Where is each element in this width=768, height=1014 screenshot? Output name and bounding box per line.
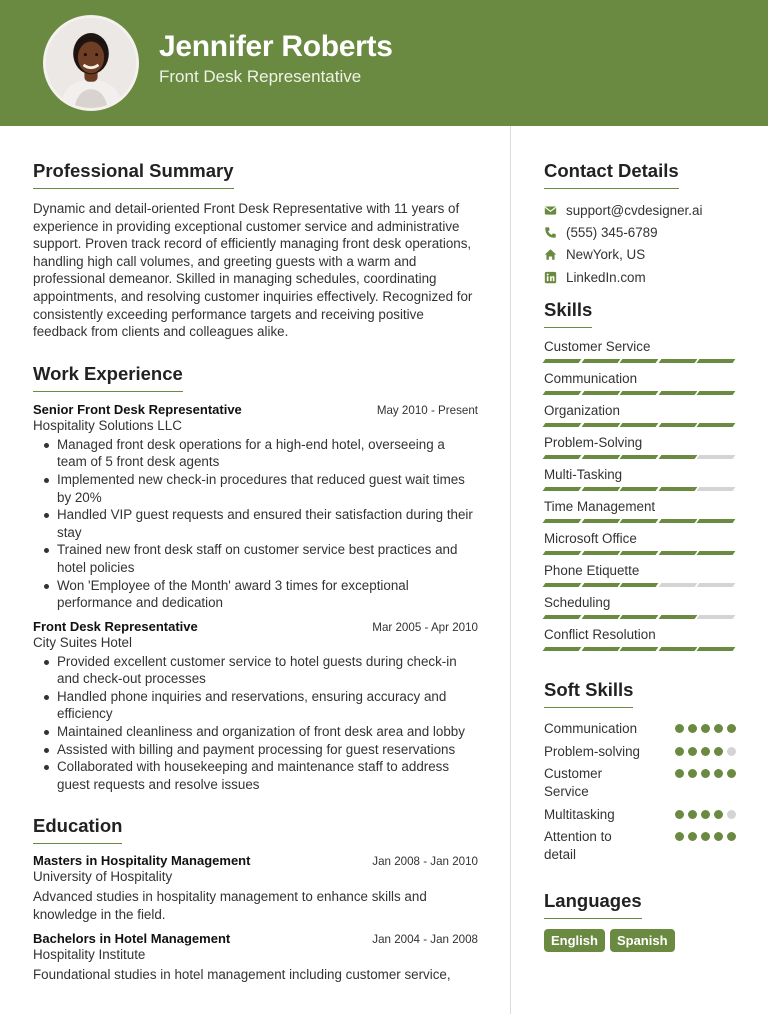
candidate-role: Front Desk Representative	[159, 67, 362, 86]
skill-level-segment	[697, 615, 735, 619]
rating-dot	[714, 747, 723, 756]
work-experience-heading: Work Experience	[33, 363, 183, 392]
soft-skill-rating	[675, 810, 736, 819]
contact-location	[544, 244, 736, 266]
skill-label: Conflict Resolution	[544, 627, 656, 643]
skill-level-segment	[543, 423, 581, 427]
skill-level-segment	[658, 359, 696, 363]
skill-level-segment	[543, 391, 581, 395]
rating-dot	[675, 769, 684, 778]
education-dates: Jan 2008 - Jan 2010	[372, 855, 478, 869]
skill-level-segment	[620, 647, 658, 651]
skill-level-segment	[658, 647, 696, 651]
skill-level-segment	[620, 519, 658, 523]
job-entry	[33, 619, 478, 794]
soft-skill-label: Problem-solving	[544, 743, 641, 759]
skill-level-bar	[544, 455, 734, 459]
skills-list	[544, 339, 736, 651]
rating-dot	[727, 810, 736, 819]
education-dates: Jan 2004 - Jan 2008	[372, 932, 478, 946]
rating-dot	[714, 724, 723, 733]
skill-level-segment	[581, 359, 619, 363]
language-badge: Spanish	[610, 929, 675, 952]
skill-level-segment	[620, 487, 658, 491]
soft-skill-label: Multitasking	[544, 806, 615, 822]
skill-label: Phone Etiquette	[544, 563, 640, 579]
job-bullet: Assisted with billing and payment processing for guest reservations	[42, 741, 478, 759]
rating-dot	[727, 724, 736, 733]
soft-skills-heading: Soft Skills	[544, 679, 633, 708]
job-bullets	[33, 653, 478, 794]
contact-location-text: NewYork, US	[566, 247, 646, 263]
skill-level-bar	[544, 359, 734, 363]
rating-dot	[701, 724, 710, 733]
contact-email[interactable]	[544, 199, 736, 221]
skill-item	[544, 531, 736, 555]
skill-level-segment	[697, 423, 735, 427]
skill-level-segment	[543, 615, 581, 619]
skill-level-segment	[543, 455, 581, 459]
summary-heading: Professional Summary	[33, 160, 234, 189]
skill-item	[544, 499, 736, 523]
skill-label: Time Management	[544, 499, 656, 515]
soft-skill-item	[544, 720, 736, 738]
summary-text: Dynamic and detail-oriented Front Desk Representative with 11 years of experience in providing exceptional customer service and administrative support. Proven track record of efficiently managing front desk operations, handling high call volumes, and greeting guests with a warm and professional demeanor. Skilled in managing schedules, coordinating appointments, and resolving customer inquiries effectively. Recognized for consistently exceeding performance targets and receiving positive feedback from clients and colleagues alike.	[33, 201, 473, 340]
skill-level-bar	[544, 583, 734, 587]
skill-level-segment	[697, 455, 735, 459]
rating-dot	[714, 810, 723, 819]
education-description: Foundational studies in hotel management including customer service,	[33, 966, 451, 982]
skill-level-segment	[581, 583, 619, 587]
skill-level-segment	[581, 455, 619, 459]
rating-dot	[675, 810, 684, 819]
linkedin-icon	[544, 271, 557, 284]
education-heading: Education	[33, 815, 122, 844]
language-badge: English	[544, 929, 605, 952]
rating-dot	[727, 747, 736, 756]
home-icon	[544, 248, 557, 261]
job-entry	[33, 402, 478, 612]
job-bullet: Collaborated with housekeeping and maintenance staff to address guest requests and resolve issues	[42, 758, 478, 793]
skill-item	[544, 627, 736, 651]
degree-title: Bachelors in Hotel Management	[33, 930, 231, 946]
job-company: Hospitality Solutions LLC	[33, 417, 182, 433]
job-bullet: Won 'Employee of the Month' award 3 times for exceptional performance and dedication	[42, 577, 478, 612]
skill-level-segment	[697, 391, 735, 395]
soft-skill-item	[544, 806, 736, 824]
skill-level-segment	[697, 519, 735, 523]
skill-level-segment	[543, 583, 581, 587]
skill-level-segment	[658, 487, 696, 491]
skill-level-segment	[658, 455, 696, 459]
rating-dot	[688, 747, 697, 756]
sidebar-column	[544, 126, 736, 952]
skill-label: Problem-Solving	[544, 435, 643, 451]
languages-list	[544, 929, 736, 952]
contact-phone[interactable]	[544, 221, 736, 243]
soft-skill-label: Communication	[544, 721, 638, 737]
skill-level-segment	[620, 423, 658, 427]
skill-level-segment	[543, 519, 581, 523]
job-bullet: Handled phone inquiries and reservations, ensuring accuracy and efficiency	[42, 688, 478, 723]
skills-heading: Skills	[544, 299, 592, 328]
skill-level-segment	[581, 551, 619, 555]
skill-item	[544, 339, 736, 363]
skill-level-segment	[620, 583, 658, 587]
skill-level-segment	[581, 519, 619, 523]
education-description: Advanced studies in hospitality management to enhance skills and knowledge in the field.	[33, 889, 427, 923]
soft-skill-item	[544, 828, 736, 863]
skill-item	[544, 403, 736, 427]
skill-level-bar	[544, 519, 734, 523]
contact-phone-text: (555) 345-6789	[566, 224, 658, 240]
skill-label: Organization	[544, 403, 620, 419]
main-column	[33, 126, 478, 983]
job-bullet: Provided excellent customer service to hotel guests during check-in and check-out processes	[42, 653, 478, 688]
skill-level-segment	[658, 583, 696, 587]
resume-header	[0, 0, 768, 126]
job-bullet: Trained new front desk staff on customer service best practices and hotel policies	[42, 541, 478, 576]
rating-dot	[701, 769, 710, 778]
skill-level-segment	[543, 487, 581, 491]
education-entry	[33, 853, 478, 923]
rating-dot	[688, 810, 697, 819]
rating-dot	[727, 769, 736, 778]
skill-level-segment	[697, 487, 735, 491]
skill-level-segment	[543, 359, 581, 363]
rating-dot	[675, 832, 684, 841]
job-dates: May 2010 - Present	[376, 403, 478, 417]
languages-heading: Languages	[544, 890, 642, 919]
school-name: Hospitality Institute	[33, 946, 146, 962]
skill-level-segment	[620, 359, 658, 363]
rating-dot	[701, 832, 710, 841]
phone-icon	[544, 226, 557, 239]
profile-photo	[43, 15, 139, 111]
contact-linkedin[interactable]	[544, 266, 736, 288]
skill-level-segment	[658, 519, 696, 523]
candidate-name: Jennifer Roberts	[159, 30, 393, 63]
skill-level-segment	[620, 391, 658, 395]
job-title: Senior Front Desk Representative	[33, 401, 242, 417]
skill-level-segment	[697, 359, 735, 363]
skill-level-segment	[581, 615, 619, 619]
skill-item	[544, 563, 736, 587]
skill-level-segment	[658, 423, 696, 427]
skill-level-segment	[581, 487, 619, 491]
rating-dot	[701, 810, 710, 819]
skill-level-bar	[544, 487, 734, 491]
rating-dot	[727, 832, 736, 841]
skill-level-bar	[544, 391, 734, 395]
soft-skill-item	[544, 743, 736, 761]
rating-dot	[675, 724, 684, 733]
rating-dot	[675, 747, 684, 756]
skill-label: Multi-Tasking	[544, 467, 623, 483]
skill-label: Scheduling	[544, 595, 611, 611]
skill-level-segment	[581, 423, 619, 427]
skill-level-bar	[544, 551, 734, 555]
skill-level-segment	[658, 391, 696, 395]
skill-level-segment	[620, 455, 658, 459]
profile-photo-image	[46, 18, 136, 108]
job-bullet: Handled VIP guest requests and ensured their satisfaction during their stay	[42, 506, 478, 541]
job-company: City Suites Hotel	[33, 634, 132, 650]
skill-level-bar	[544, 647, 734, 651]
job-dates: Mar 2005 - Apr 2010	[372, 620, 478, 634]
skill-label: Communication	[544, 371, 638, 387]
job-title: Front Desk Representative	[33, 618, 198, 634]
rating-dot	[688, 832, 697, 841]
skill-level-segment	[697, 551, 735, 555]
skill-level-segment	[658, 615, 696, 619]
soft-skill-label: Customer Service	[544, 766, 603, 799]
contact-heading: Contact Details	[544, 160, 679, 189]
skill-level-bar	[544, 423, 734, 427]
rating-dot	[714, 769, 723, 778]
soft-skill-rating	[675, 724, 736, 733]
skill-level-segment	[620, 615, 658, 619]
education-entry	[33, 931, 478, 984]
soft-skill-rating	[675, 747, 736, 756]
contact-linkedin-text: LinkedIn.com	[566, 269, 646, 285]
contact-email-text: support@cvdesigner.ai	[566, 202, 703, 218]
soft-skill-label: Attention to detail	[544, 829, 612, 862]
rating-dot	[714, 832, 723, 841]
job-bullet: Managed front desk operations for a high-end hotel, overseeing a team of 5 front desk agents	[42, 436, 478, 471]
skill-level-segment	[658, 551, 696, 555]
rating-dot	[688, 769, 697, 778]
skill-label: Microsoft Office	[544, 531, 637, 547]
skill-level-segment	[581, 391, 619, 395]
job-bullets	[33, 436, 478, 612]
skill-level-segment	[543, 647, 581, 651]
column-divider	[510, 126, 511, 1014]
contact-list	[544, 199, 736, 288]
rating-dot	[688, 724, 697, 733]
skill-level-segment	[697, 583, 735, 587]
skill-level-segment	[620, 551, 658, 555]
skill-level-segment	[543, 551, 581, 555]
soft-skill-rating	[675, 832, 736, 841]
skill-level-segment	[697, 647, 735, 651]
soft-skills-list	[544, 720, 736, 863]
school-name: University of Hospitality	[33, 869, 173, 885]
soft-skill-rating	[675, 769, 736, 778]
soft-skill-item	[544, 765, 736, 800]
job-bullet: Maintained cleanliness and organization of front desk area and lobby	[42, 723, 478, 741]
rating-dot	[701, 747, 710, 756]
envelope-icon	[544, 204, 557, 217]
skill-item	[544, 371, 736, 395]
degree-title: Masters in Hospitality Management	[33, 853, 251, 869]
skill-label: Customer Service	[544, 339, 651, 355]
job-bullet: Implemented new check-in procedures that reduced guest wait times by 20%	[42, 471, 478, 506]
skill-item	[544, 435, 736, 459]
skill-item	[544, 467, 736, 491]
skill-level-segment	[581, 647, 619, 651]
skill-level-bar	[544, 615, 734, 619]
skill-item	[544, 595, 736, 619]
